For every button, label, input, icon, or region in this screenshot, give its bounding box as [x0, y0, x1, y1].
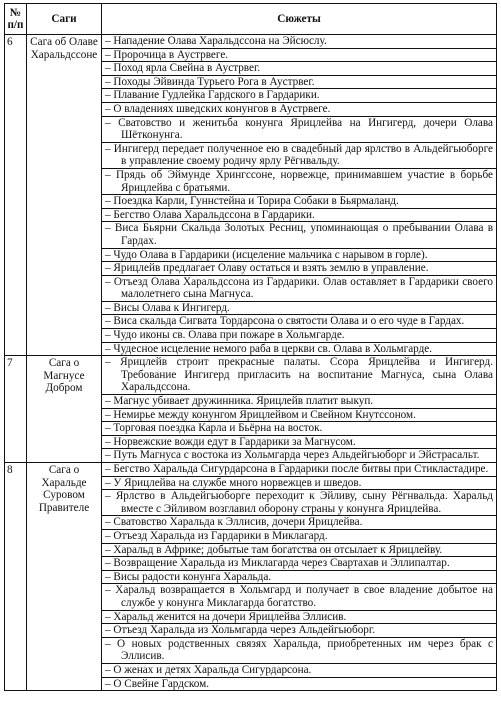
plot-item: – Торговая поездка Карла и Бьёрна на восток. [102, 421, 496, 435]
plot-item: – Ингигерд передает полученное ею в свадебный дар ярлство в Альдейгьюборге в управление своему родичу ярлу Рёгнвальду. [102, 142, 496, 168]
plot-item: – Висы Олава к Ингигерд. [102, 301, 496, 315]
plot-item: – О Свейне Гардском. [102, 677, 496, 691]
row-number: 8 [5, 463, 27, 691]
plot-item: – Висы радости конунга Харальда. [102, 570, 496, 584]
header-num-line2: п/п [7, 19, 24, 31]
plot-item: – Бегство Харальда Сигурдарсона в Гардарики после битвы при Стикластадире. [105, 463, 489, 475]
plot-item: – Чудесное исцеление немого раба в церкви св. Олава в Хольмгарде. [102, 342, 496, 356]
plot-item: – Ярицлейв предлагает Олаву остаться и взять землю в управление. [102, 261, 496, 275]
plot-item: – Чудо иконы св. Олава при пожаре в Хольмгарде. [102, 328, 496, 342]
plot-item: – Поход ярла Свейна в Аустрвег. [102, 61, 496, 75]
saga-title: Сага о Магнусе Добром [27, 356, 102, 463]
table-row [5, 463, 497, 691]
row-number: 6 [5, 35, 27, 356]
plot-item: – Немирье между конунгом Ярицлейвом и Свейном Кнутссоном. [102, 408, 496, 422]
plot-item: – Ярицлейв строит прекрасные палаты. Ссора Ярицлейва и Ингигерд. Требование Ингигерд пригласить на воспитание Магнуса, сына Олава Харальдссона. [105, 356, 493, 394]
plot-item: – Отъезд Харальда из Гардарики в Миклагард. [102, 529, 496, 543]
plot-item: – О женах и детях Харальда Сигурдарсона. [102, 663, 496, 677]
plot-item: – Харальд женится на дочери Ярицлейва Эллисив. [102, 610, 496, 624]
plot-item: – Сватовство Харальда к Эллисив, дочери Ярицлейва. [102, 515, 496, 529]
plot-item: – Прядь об Эймунде Хрингссоне, норвежце, принимавшем участие в борьбе Ярицлейва с братьями. [102, 168, 496, 194]
plot-item: – Поездка Карли, Гуннстейна и Торира Собаки в Бьярмаланд. [102, 194, 496, 208]
plot-item: – Норвежские вожди едут в Гардарики за Магнусом. [102, 435, 496, 449]
plot-item: – Сватовство и женитьба конунга Ярицлейва на Ингигерд, дочери Олава Шётконунга. [102, 116, 496, 142]
row-number: 7 [5, 356, 27, 463]
plot-item: – О новых родственных связях Харальда, приобретенных им через брак с Эллисив. [102, 637, 496, 663]
saga-title: Сага о Харальде Суровом Правителе [27, 463, 102, 691]
plot-item: – Магнус убивает дружинника. Ярицлейв платит выкуп. [102, 394, 496, 408]
plots-cell [102, 356, 497, 463]
plot-item: – Бегство Олава Харальдссона в Гардарики. [102, 208, 496, 222]
plot-item: – Харальд возвращается в Хольмгард и получает в свое владение добытое на службе у конунга Миклагарда богатство. [102, 583, 496, 609]
plot-item: – Нападение Олава Харальдссона на Эйсюслу. [105, 35, 327, 47]
header-sagas: Саги [27, 4, 102, 35]
plot-item: – Походы Эйвинда Турьего Рога в Аустрвег. [102, 75, 496, 89]
plot-item: – Отъезд Олава Харальдссона из Гардарики. Олав оставляет в Гардарики своего малолетнего сына Магнуса. [102, 275, 496, 301]
plot-item: – Возвращение Харальда из Миклагарда через Свартахав и Эллипалтар. [102, 556, 496, 570]
plot-item: – Виса скальда Сигвата Тордарсона о святости Олава и о его чуде в Гардах. [102, 314, 496, 328]
plot-item: – Пророчица в Аустрвеге. [102, 48, 496, 62]
saga-title: Сага об Олаве Харальдссоне [27, 35, 102, 356]
table-body [5, 35, 497, 691]
header-num-line1: № [9, 7, 22, 19]
plot-item: – О владениях шведских конунгов в Аустрвеге. [102, 102, 496, 116]
header-plots: Сюжеты [102, 4, 497, 35]
table-row [5, 35, 497, 356]
plot-item: – У Ярицлейва на службе много норвежцев и шведов. [102, 476, 496, 490]
plot-item: – Отъезд Харальда из Хольмгарда через Альдейгьюборг. [102, 623, 496, 637]
plot-item: – Плавание Гудлейка Гардского в Гардарики. [102, 88, 496, 102]
plot-item: – Путь Магнуса с востока из Хольмгарда через Альдейгьюборг и Эйстрасальт. [102, 448, 496, 462]
plots-cell [102, 463, 497, 691]
header-num [5, 4, 27, 35]
plot-item: – Ярлство в Альдейгьюборге переходит к Эйливу, сыну Рёгнвальда. Харальд вместе с Эйливом возглавил оборону страны у конунга Ярицлейва. [102, 489, 496, 515]
plot-item: – Виса Бьярни Скальда Золотых Ресниц, упоминающая о пребывании Олава в Гардах. [102, 221, 496, 247]
table-header-row [5, 4, 497, 35]
plots-cell [102, 35, 497, 356]
sagas-table [4, 3, 497, 691]
plot-item: – Харальд в Африке; добытые там богатства он отсылает к Ярицлейву. [102, 543, 496, 557]
table-row [5, 356, 497, 463]
plot-item: – Чудо Олава в Гардарики (исцеление мальчика с нарывом в горле). [102, 248, 496, 262]
